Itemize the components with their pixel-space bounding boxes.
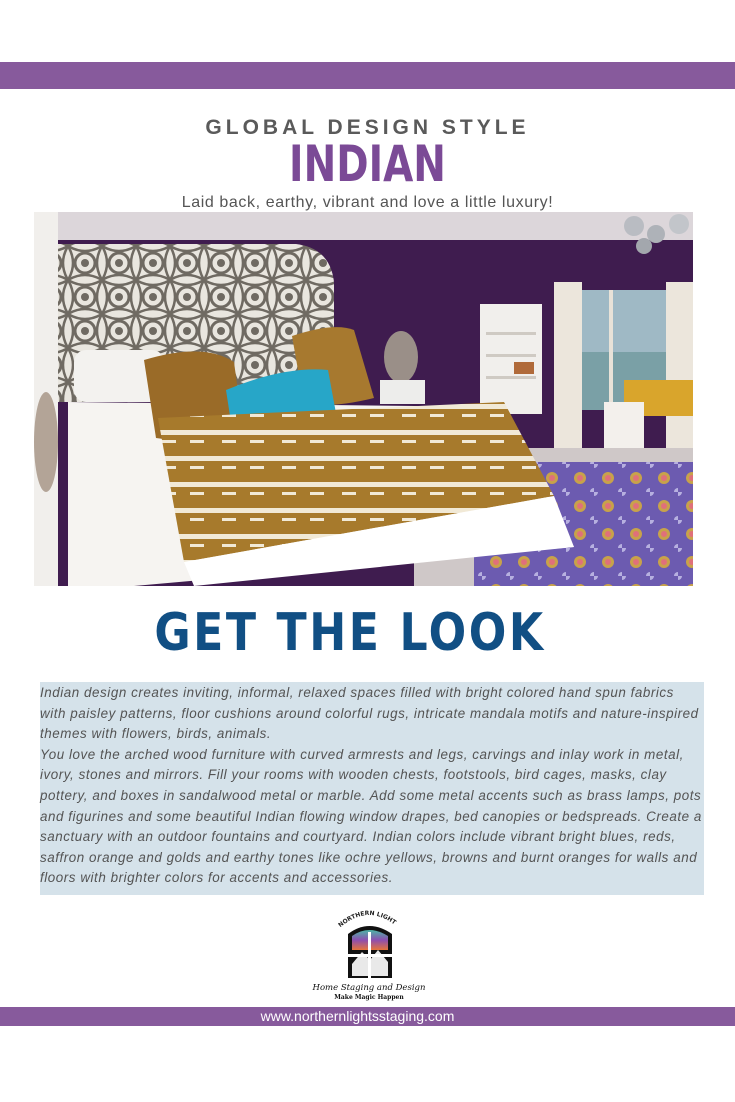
svg-text:NORTHERN LIGHTS: NORTHERN LIGHT — [337, 909, 398, 929]
top-banner-bar — [0, 62, 735, 89]
description-box — [40, 682, 704, 895]
logo-brand-text: Home Staging and Design — [312, 983, 426, 993]
logo-slogan-text: Make Magic Happen — [334, 994, 404, 1001]
page-subtitle: GLOBAL DESIGN STYLE — [205, 116, 530, 139]
website-link[interactable]: www.northernlightsstaging.com — [260, 1008, 455, 1024]
description-paragraph: Indian design creates inviting, informal, relaxed spaces filled with bright colored hand spun fabrics with paisley patterns, floor cushions around colorful rugs, intricate mandala motifs and nature-inspired themes with flowers, birds, animals. — [40, 685, 699, 742]
northern-lights-logo — [312, 904, 427, 1004]
page-title: INDIAN — [289, 135, 446, 193]
description-paragraph: You love the arched wood furniture with curved armrests and legs, carvings and inlay work in metal, ivory, stones and mirrors. Fill your rooms with wooden chests, footstools, bird cages, masks, clay pottery, and boxes in sandalwood metal or marble. Add some metal accents such as brass lamps, pots and figurines and some beautiful Indian flowing window drapes, bed canopies or bedspreads. Create a sanctuary with an outdoor fountains and courtyard. Indian colors include vibrant bright blues, reds, saffron orange and golds and earthy tones like ochre yellows, browns and burnt oranges for walls and floors with brighter colors for accents and accessories. — [40, 746, 702, 886]
tagline: Laid back, earthy, vibrant and love a little luxury! — [181, 194, 554, 211]
section-heading: GET THE LOOK — [154, 603, 546, 663]
bedroom-moodboard-image — [34, 212, 693, 586]
